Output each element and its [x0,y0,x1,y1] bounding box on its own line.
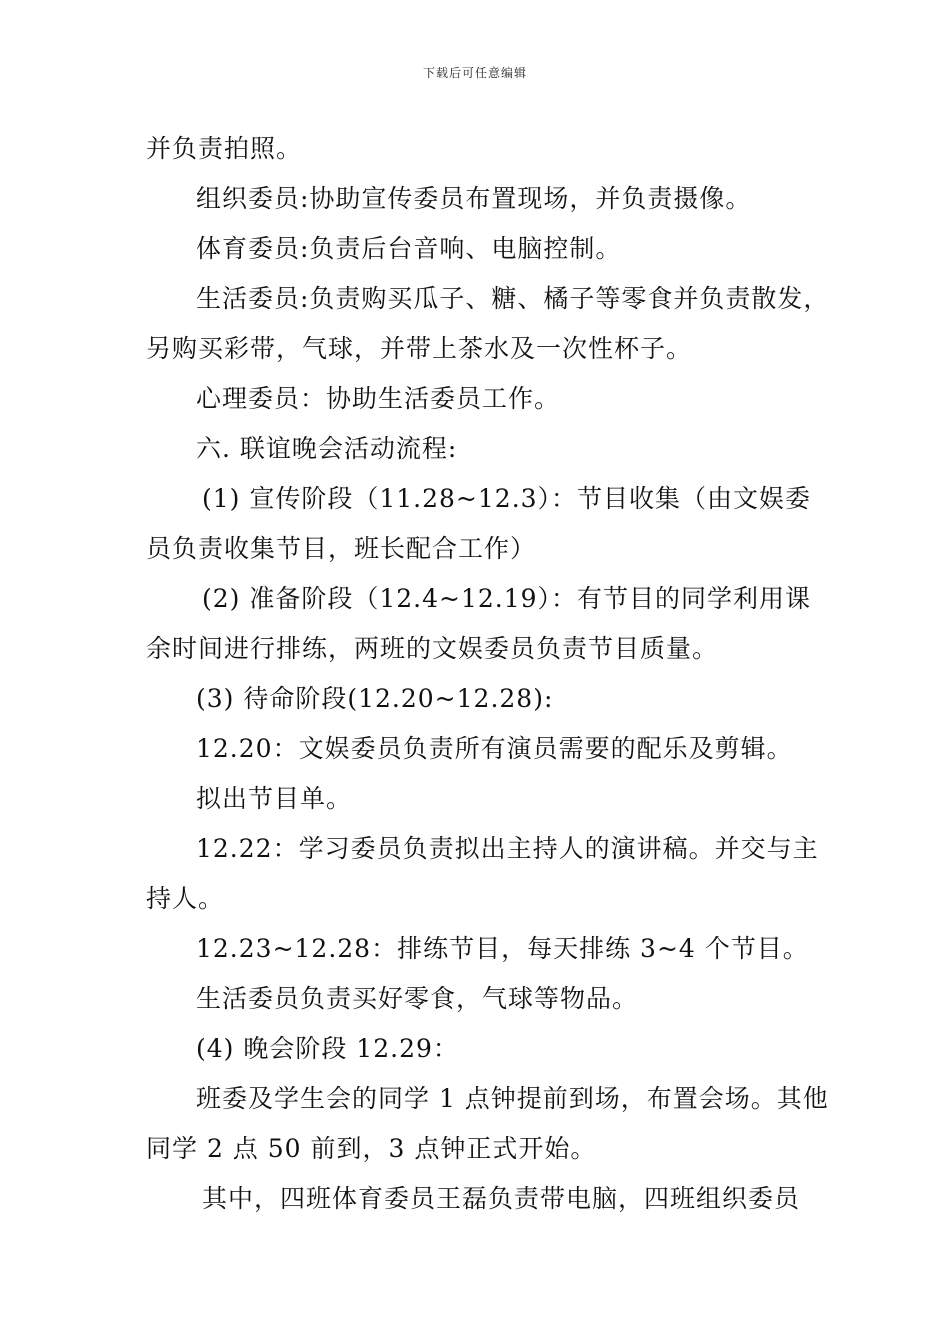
text-line: 12.20：文娱委员负责所有演员需要的配乐及剪辑。 [196,734,793,763]
text-line: 生活委员:负责购买瓜子、糖、橘子等零食并负责散发， [196,284,830,313]
page-header-note: 下载后可任意编辑 [422,66,527,80]
text-line: 组织委员:协助宣传委员布置现场，并负责摄像。 [196,184,752,213]
text-line: 12.23~12.28：排练节目，每天排练 3~4 个节目。 [196,934,809,963]
text-line: 拟出节目单。 [196,784,353,813]
text-line: 另购买彩带，气球，并带上茶水及一次性杯子。 [146,334,693,363]
text-line: (3) 待命阶段(12.20~12.28): [196,684,554,713]
text-line: (1) 宣传阶段（11.28~12.3）：节目收集（由文娱委 [202,484,812,513]
text-line: (2) 准备阶段（12.4~12.19）：有节目的同学利用课 [202,584,812,613]
text-line: 同学 2 点 50 前到，3 点钟正式开始。 [146,1134,597,1163]
text-line: 12.22：学习委员负责拟出主持人的演讲稿。并交与主 [196,834,819,863]
text-line: 体育委员:负责后台音响、电脑控制。 [196,234,622,263]
text-line: 班委及学生会的同学 1 点钟提前到场，布置会场。其他 [196,1084,829,1113]
text-line: 心理委员：协助生活委员工作。 [196,384,561,413]
text-line: 其中，四班体育委员王磊负责带电脑，四班组织委员 [202,1184,801,1213]
text-line: (4) 晚会阶段 12.29： [196,1034,459,1063]
text-line: 余时间进行排练，两班的文娱委员负责节目质量。 [146,634,719,663]
text-line: 生活委员负责买好零食，气球等物品。 [196,984,639,1013]
text-line: 持人。 [146,884,225,913]
section-heading: 六. 联谊晚会活动流程: [196,434,458,463]
text-line: 员负责收集节目，班长配合工作） [146,534,537,563]
text-line: 并负责拍照。 [146,134,303,163]
